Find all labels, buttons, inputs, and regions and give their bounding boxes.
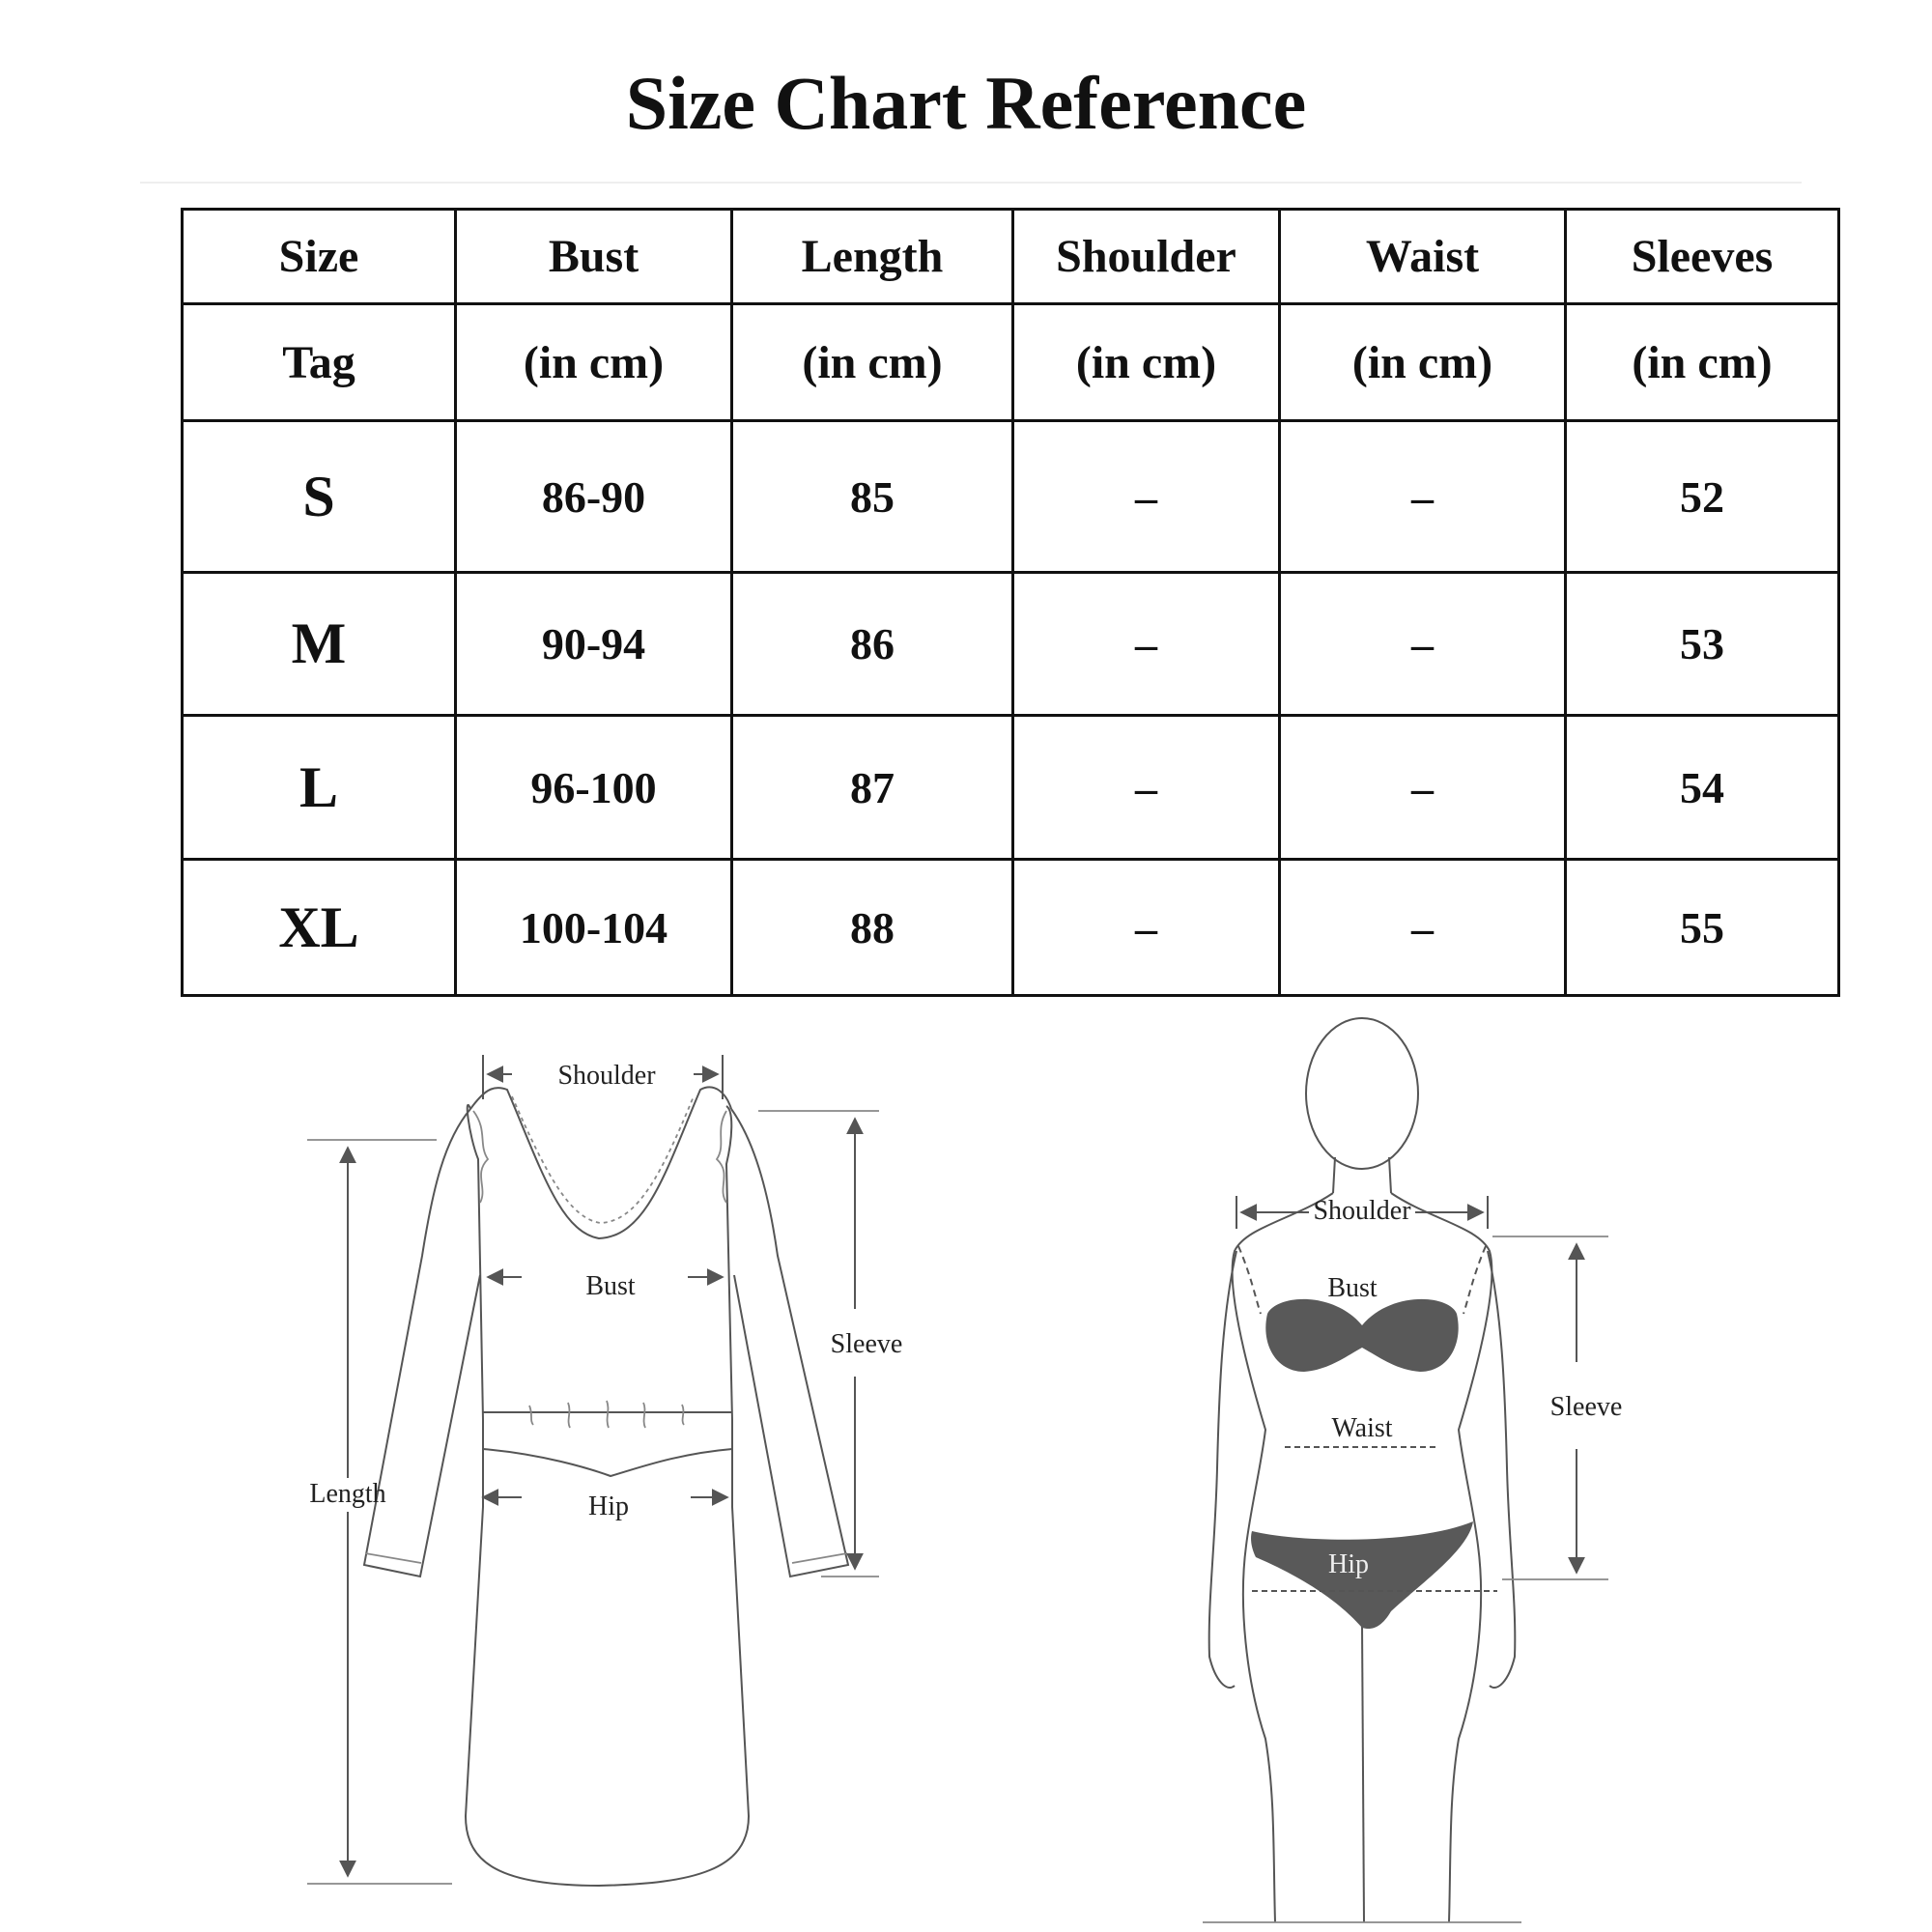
dress-ruffle-left <box>473 1111 488 1203</box>
sleeves-cell: 54 <box>1566 716 1839 860</box>
dress-left-cuff <box>365 1553 421 1563</box>
dress-hip-label: Hip <box>588 1492 629 1521</box>
dress-right-cuff <box>792 1553 847 1563</box>
dress-gather <box>607 1401 609 1428</box>
header-waist: Waist <box>1280 210 1566 304</box>
sleeves-cell: 53 <box>1566 573 1839 716</box>
dress-sleeve-label: Sleeve <box>830 1329 903 1359</box>
dress-gather <box>529 1406 533 1425</box>
subheader-unit: (in cm) <box>1280 304 1566 421</box>
header-sleeves: Sleeves <box>1566 210 1839 304</box>
header-shoulder: Shoulder <box>1013 210 1280 304</box>
waist-cell: – <box>1280 716 1566 860</box>
waist-cell: – <box>1280 421 1566 573</box>
dress-gather <box>568 1403 570 1428</box>
size-tag-cell: S <box>183 421 456 573</box>
size-tag-cell: L <box>183 716 456 860</box>
dress-gather <box>643 1403 645 1428</box>
sleeves-cell: 55 <box>1566 860 1839 996</box>
length-cell: 87 <box>732 716 1013 860</box>
subheader-unit: (in cm) <box>1566 304 1839 421</box>
length-cell: 86 <box>732 573 1013 716</box>
header-bust: Bust <box>456 210 732 304</box>
body-illustration <box>1203 1018 1622 1922</box>
body-waist-label: Waist <box>1331 1413 1393 1443</box>
size-tag-cell: M <box>183 573 456 716</box>
dress-illustration <box>307 1055 902 1886</box>
shoulder-cell: – <box>1013 860 1280 996</box>
body-bust-label: Bust <box>1327 1273 1378 1303</box>
subheader-unit: (in cm) <box>456 304 732 421</box>
body-right-arm <box>1488 1251 1515 1688</box>
subheader-unit: (in cm) <box>732 304 1013 421</box>
subheader-unit: (in cm) <box>1013 304 1280 421</box>
bust-cell: 86-90 <box>456 421 732 573</box>
size-tag-cell: XL <box>183 860 456 996</box>
dress-bust-label: Bust <box>585 1271 636 1301</box>
waist-cell: – <box>1280 573 1566 716</box>
length-cell: 85 <box>732 421 1013 573</box>
waist-cell: – <box>1280 860 1566 996</box>
body-hip-label: Hip <box>1328 1549 1369 1579</box>
dress-gather <box>682 1405 684 1425</box>
dress-neckline <box>470 1087 731 1238</box>
dress-shoulder-label: Shoulder <box>557 1061 656 1091</box>
subheader-tag: Tag <box>183 304 456 421</box>
bust-cell: 96-100 <box>456 716 732 860</box>
bust-cell: 100-104 <box>456 860 732 996</box>
sleeves-cell: 52 <box>1566 421 1839 573</box>
page-title: Size Chart Reference <box>625 61 1307 145</box>
dress-ruffle-right <box>717 1111 726 1203</box>
header-length: Length <box>732 210 1013 304</box>
length-cell: 88 <box>732 860 1013 996</box>
body-leg-split <box>1362 1623 1364 1922</box>
header-size: Size <box>183 210 456 304</box>
body-sleeve-label: Sleeve <box>1549 1392 1623 1422</box>
body-head <box>1306 1018 1418 1169</box>
bust-cell: 90-94 <box>456 573 732 716</box>
shoulder-cell: – <box>1013 421 1280 573</box>
dress-neckline-stitch <box>512 1096 694 1223</box>
body-bust-garment <box>1265 1299 1458 1372</box>
dress-length-label: Length <box>309 1479 386 1509</box>
body-neck <box>1333 1157 1391 1193</box>
body-left-arm <box>1209 1251 1236 1688</box>
dress-waistband <box>483 1449 732 1476</box>
shoulder-cell: – <box>1013 716 1280 860</box>
body-shoulder-label: Shoulder <box>1313 1196 1411 1226</box>
shoulder-cell: – <box>1013 573 1280 716</box>
